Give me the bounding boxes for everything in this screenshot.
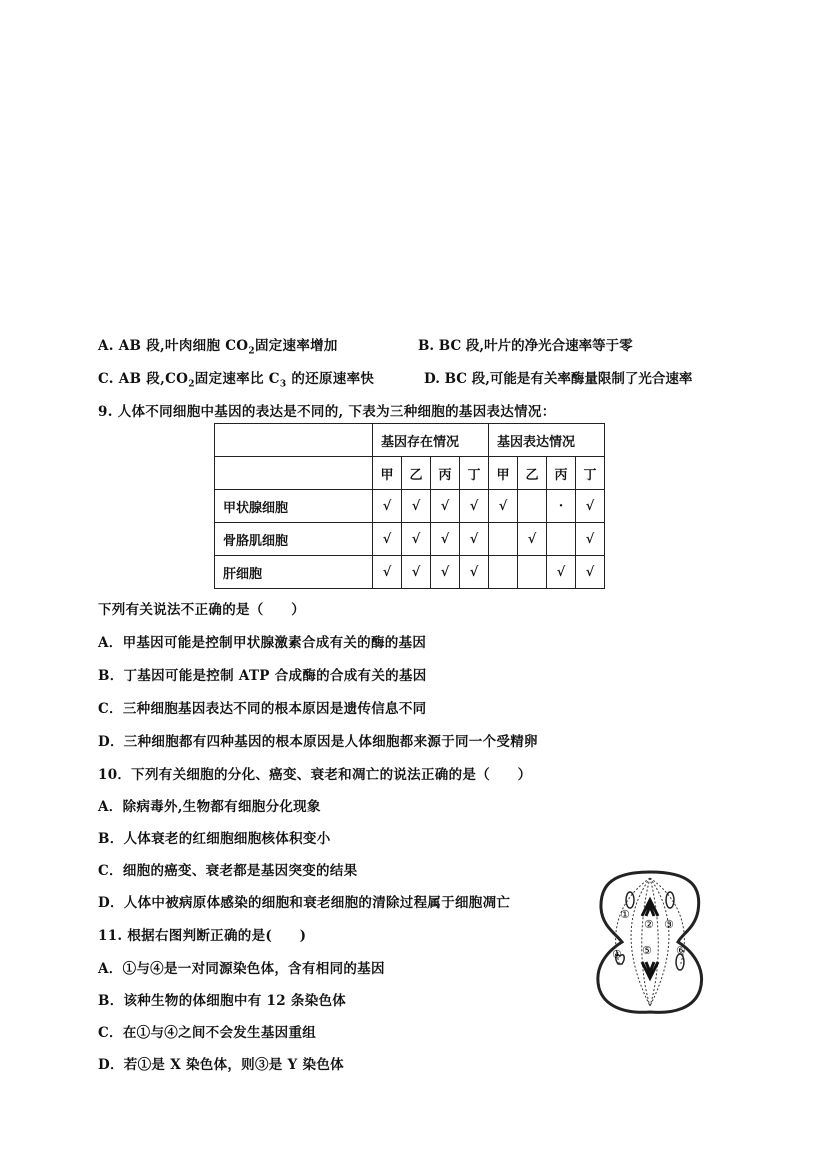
table-cell: √ (373, 556, 402, 589)
gene-expression-table (214, 423, 605, 589)
table-cell: √ (576, 556, 605, 589)
table-cell: √ (460, 556, 489, 589)
table-corner-2 (215, 457, 373, 490)
cell-membrane-outline (598, 872, 702, 1012)
q10-option-c: C．细胞的癌变、衰老都是基因突变的结果 (98, 863, 358, 879)
table-corner (215, 424, 373, 457)
gene-header: 乙 (518, 457, 547, 490)
q10-option-a: A．除病毒外,生物都有细胞分化现象 (98, 799, 321, 815)
table-cell (518, 556, 547, 589)
table-row (215, 556, 605, 589)
chromosome-oval (666, 892, 674, 908)
gene-header: 丁 (460, 457, 489, 490)
table-cell: √ (373, 490, 402, 523)
gene-header: 乙 (402, 457, 431, 490)
q8-option-a: A. AB 段,叶肉细胞 $CO_2$固定速率增加 (98, 338, 338, 357)
gene-header: 丙 (431, 457, 460, 490)
table-cell: √ (431, 523, 460, 556)
q9-option-a: A．甲基因可能是控制甲状腺激素合成有关的酶的基因 (98, 635, 427, 651)
table-cell: √ (402, 490, 431, 523)
q8-option-d: D. BC 段,可能是有关率酶量限制了光合速率 (424, 371, 693, 387)
table-cell: √ (402, 523, 431, 556)
row-name: 骨胳肌细胞 (215, 523, 373, 556)
q9-stem: 9. 人体不同细胞中基因的表达是不同的, 下表为三种细胞的基因表达情况： (98, 404, 556, 420)
table-cell: √ (460, 490, 489, 523)
chromosome-oval (626, 892, 634, 908)
table-cell: √ (576, 490, 605, 523)
chromosome-top (642, 900, 658, 916)
label-3: ③ (664, 918, 674, 931)
table-row (215, 490, 605, 523)
chromosome-bottom (642, 962, 658, 978)
label-2: ② (644, 918, 654, 931)
table-cell: · (547, 490, 576, 523)
label-4: ④ (612, 948, 622, 961)
table-cell (489, 556, 518, 589)
q11-stem: 11. 根据右图判断正确的是( ) (98, 928, 307, 944)
row-name: 肝细胞 (215, 556, 373, 589)
table-cell (547, 523, 576, 556)
table-row (215, 523, 605, 556)
group-header-presence: 基因存在情况 (373, 424, 489, 457)
table-cell: √ (518, 523, 547, 556)
table-cell: √ (431, 556, 460, 589)
gene-header: 丙 (547, 457, 576, 490)
table-cell: √ (431, 490, 460, 523)
table-cell (518, 490, 547, 523)
q11-option-c: C．在①与④之间不会发生基因重组 (98, 1025, 317, 1041)
cell-division-figure (590, 866, 710, 1016)
q9-option-b: B．丁基因可能是控制 ATP 合成酶的合成有关的基因 (98, 668, 427, 684)
table-cell: √ (576, 523, 605, 556)
gene-header: 丁 (576, 457, 605, 490)
gene-header: 甲 (489, 457, 518, 490)
group-header-expression: 基因表达情况 (489, 424, 605, 457)
q11-option-a: A．①与④是一对同源染色体，含有相同的基因 (98, 961, 385, 977)
table-cell (489, 523, 518, 556)
table-cell: √ (460, 523, 489, 556)
q10-option-d: D．人体中被病原体感染的细胞和衰老细胞的清除过程属于细胞凋亡 (98, 895, 511, 911)
q9-option-d: D．三种细胞都有四种基因的根本原因是人体细胞都来源于同一个受精卵 (98, 734, 538, 750)
label-1: ① (620, 908, 630, 921)
gene-header: 甲 (373, 457, 402, 490)
label-5: ⑤ (642, 944, 652, 957)
q8-option-c: C. AB 段$,CO_2$固定速率比 $C_3$ 的还原速率快 (98, 371, 375, 390)
q10-option-b: B．人体衰老的红细胞细胞核体积变小 (98, 831, 331, 847)
q10-stem: 10．下列有关细胞的分化、癌变、衰老和凋亡的说法正确的是（ ） (98, 767, 532, 783)
q8-option-b: B. BC 段,叶片的净光合速率等于零 (418, 338, 633, 354)
q9-option-c: C．三种细胞基因表达不同的根本原因是遗传信息不同 (98, 701, 427, 717)
q11-option-d: D．若①是 X 染色体，则③是 Y 染色体 (98, 1057, 344, 1073)
table-cell: √ (489, 490, 518, 523)
label-6: ⑥ (676, 944, 686, 957)
table-cell: √ (547, 556, 576, 589)
row-name: 甲状腺细胞 (215, 490, 373, 523)
table-cell: √ (373, 523, 402, 556)
q9-prompt: 下列有关说法不正确的是（ ） (98, 602, 305, 618)
q11-option-b: B．该种生物的体细胞中有 12 条染色体 (98, 993, 347, 1009)
table-cell: √ (402, 556, 431, 589)
